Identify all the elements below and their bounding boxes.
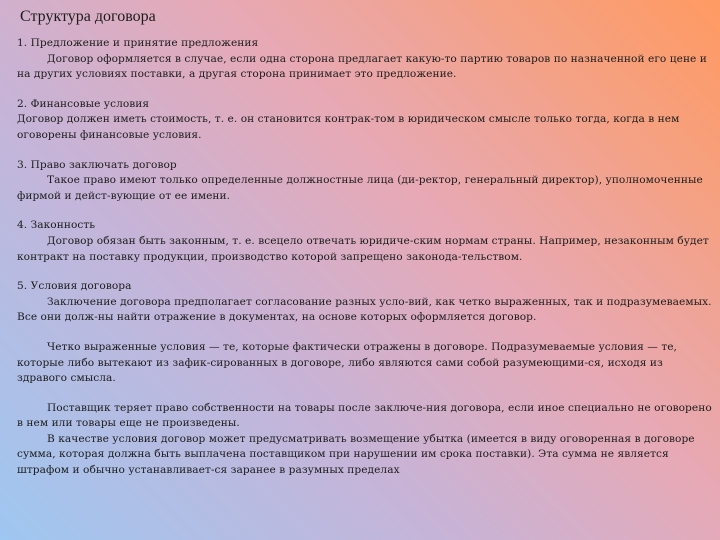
section-heading: 1. Предложение и принятие предложения bbox=[17, 37, 259, 49]
section-heading: 3. Право заключать договор bbox=[17, 158, 177, 171]
section-4 bbox=[17, 218, 713, 265]
section-heading: 2. Финансовые условия bbox=[17, 97, 150, 110]
section-paragraph: Такое право имеют только определенные должностные лица (ди-ректор, генеральный директор), уполномоченные фирмой и дейст-вующие от ее имени. bbox=[17, 174, 703, 202]
document-body bbox=[17, 36, 713, 493]
section-heading: 5. Условия договора bbox=[17, 280, 132, 293]
section-1 bbox=[17, 36, 713, 83]
section-heading: 4. Законность bbox=[17, 219, 96, 232]
section-paragraph: В качестве условия договор может предусматривать возмещение убытка (имеется в виду оговоренная в договоре сумма, которая должна быть выплачена поставщиком при нарушении им срока поставки). Эта сумма не является штрафом и обычно устанавливает-ся заранее в разумных пределах bbox=[17, 432, 695, 477]
section-paragraph: Договор должен иметь стоимость, т. е. он становится контрак-том в юридическом смысле только тогда, когда в нем оговорены финансовые условия. bbox=[17, 113, 680, 141]
section-3 bbox=[17, 158, 713, 205]
page-title: Структура договора bbox=[20, 8, 156, 25]
section-paragraph: Заключение договора предполагает согласование разных усло-вий, как четко выраженных, так и подразумеваемых. Все они долж-ны найти отражение в документах, на основе которых оформляется договор. bbox=[17, 295, 712, 324]
section-paragraph: Четко выраженные условия — те, которые фактически отражены в договоре. Подразумеваемые условия — те, которые либо вытекают из зафик-сированных в договоре, либо являются сами собой разумеющими-ся, исходя из здравого смысла. bbox=[17, 340, 677, 385]
section-5 bbox=[17, 279, 713, 479]
section-paragraph: Договор оформляется в случае, если одна сторона предлагает какую-то партию товаров по назначенной его цене и на других условиях поставки, а другая сторона принимает это предложение. bbox=[17, 52, 707, 81]
section-paragraph: Договор обязан быть законным, т. е. всецело отвечать юридиче-ским нормам страны. Например, незаконным будет контракт на поставку продукции, производство которой запрещено законода-тельством. bbox=[17, 234, 709, 263]
section-2 bbox=[17, 97, 713, 144]
section-paragraph: Поставщик теряет право собственности на товары после заключе-ния договора, если иное специально не оговорено в нем или товары еще не произведены. bbox=[17, 401, 712, 430]
